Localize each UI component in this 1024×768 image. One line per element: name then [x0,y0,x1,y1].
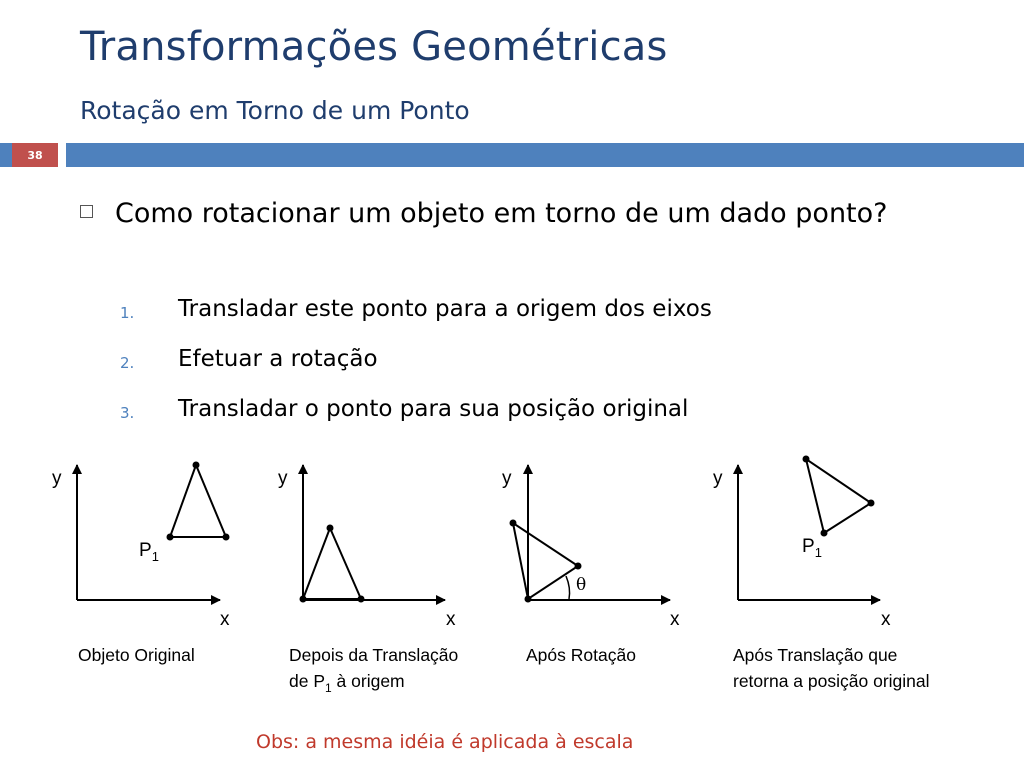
panel-returned [738,459,880,600]
y-axis-label: y [502,468,512,489]
step-number: 2. [120,354,135,372]
panel-rotated [513,465,670,600]
triangle-vertices [167,462,230,541]
x-axis-label: x [881,609,891,630]
slide-title: Transformações Geométricas [80,24,668,70]
point-label: $P_1$ [802,536,822,560]
y-axis-label: y [713,468,723,489]
caption-translated-line1: Depois da Translação [289,645,459,665]
y-axis-label: y [52,468,62,489]
point-label: $P_1$ [139,540,159,564]
theta-label: θ [576,575,587,595]
triangle [806,459,871,533]
slide-subtitle: Rotação em Torno de um Ponto [80,96,470,125]
panel-original [77,465,226,600]
triangle [513,523,578,599]
caption-rotated: Após Rotação [526,645,636,665]
caption-original: Objeto Original [78,645,195,665]
step-number: 3. [120,404,135,422]
caption-returned-line2: retorna a posição original [733,671,930,691]
step-text: Transladar este ponto para a origem dos eixos [178,296,712,322]
panel-translated [303,465,445,600]
bullet-text: Como rotacionar um objeto em torno de um dado ponto? [115,198,888,229]
x-axis-label: x [670,609,680,630]
triangle [303,528,361,599]
x-axis-label: x [446,609,456,630]
step-number: 1. [120,304,135,322]
step-text: Efetuar a rotação [178,346,378,372]
x-axis-label: x [220,609,230,630]
caption-returned-line1: Após Translação que [733,645,898,665]
y-axis-label: y [278,468,288,489]
footer-note: Obs: a mesma idéia é aplicada à escala [256,731,634,753]
triangle [170,465,226,537]
angle-arc [566,576,570,599]
page-number-badge: 38 [12,143,58,167]
step-text: Transladar o ponto para sua posição original [178,396,689,422]
caption-translated-line2: de $P_1$ à origem [289,671,405,695]
triangle-vertices [300,525,365,603]
